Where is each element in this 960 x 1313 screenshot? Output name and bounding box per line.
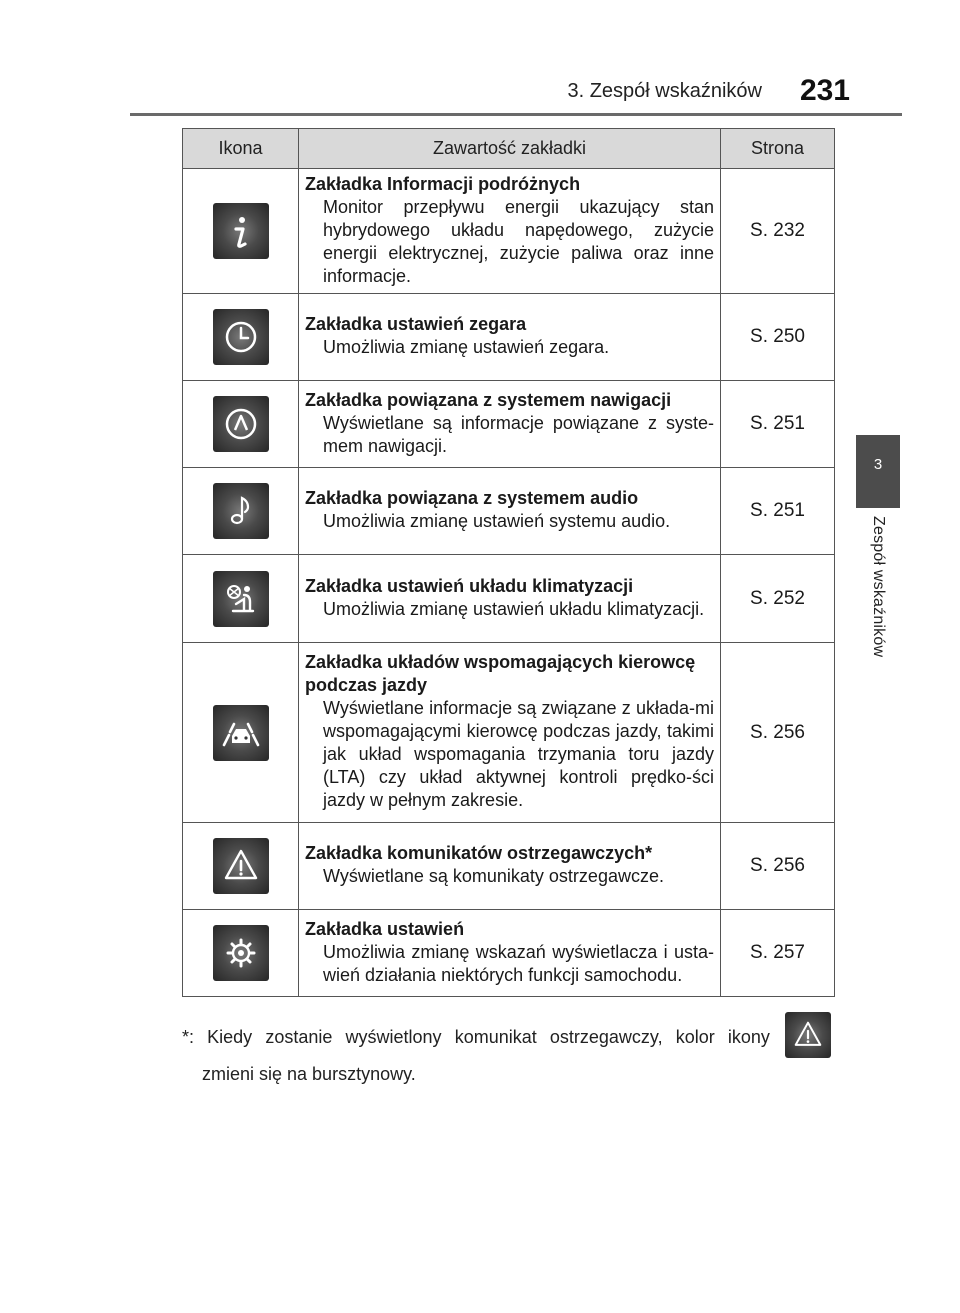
tabs-table	[182, 128, 835, 997]
chapter-tab	[856, 435, 900, 508]
info-icon	[213, 203, 269, 259]
row-title: Zakładka powiązana z systemem audio	[305, 488, 639, 508]
row-page: S. 256	[721, 643, 835, 823]
footnote-word: kolor	[675, 1027, 715, 1047]
row-title: Zakładka ustawień układu klimatyzacji	[305, 575, 634, 596]
section-title: 3. Zespół wskaźników	[567, 80, 762, 102]
table-row	[183, 555, 835, 643]
table-row	[183, 294, 835, 381]
footnote-word: Kiedy	[207, 1027, 253, 1047]
row-description: Umożliwia zmianę ustawień systemu audio.	[323, 511, 671, 531]
footnote	[182, 1027, 782, 1085]
navigation-icon	[213, 396, 269, 452]
climate-fan-icon	[213, 571, 269, 627]
table-row	[183, 823, 835, 910]
table-row	[183, 169, 835, 294]
chapter-tab-label: Zespół wskaźników	[870, 516, 887, 658]
row-page: S. 250	[721, 294, 835, 381]
table-header-row	[183, 129, 835, 169]
row-description: Umożliwia zmianę ustawień układu klimatyzacji.	[323, 598, 705, 619]
row-description: Wyświetlane informacje są związane z układa-mi wspomagającymi kierowcę podczas jazdy, takimi jak układ wspomagania trzymania toru jazdy (LTA) czy układ aktywnej kontroli prędko-ści jazdy w pełnym zakresie.	[323, 698, 714, 810]
settings-gear-icon	[213, 925, 269, 981]
footnote-line-2: zmieni się na bursztynowy.	[202, 1064, 416, 1084]
footnote-word: ikony	[727, 1027, 770, 1047]
row-page: S. 252	[721, 555, 835, 643]
column-header-icon: Ikona	[183, 129, 299, 169]
music-note-icon	[213, 483, 269, 539]
row-title: Zakładka komunikatów ostrzegawczych*	[305, 843, 653, 863]
table-row	[183, 643, 835, 823]
table-row	[183, 381, 835, 468]
footnote-word: komunikat	[454, 1027, 537, 1047]
row-title: Zakładka powiązana z systemem nawigacji	[305, 389, 672, 410]
row-description: Wyświetlane są informacje powiązane z syste-mem nawigacji.	[323, 412, 714, 456]
row-page: S. 251	[721, 381, 835, 468]
warning-triangle-icon	[213, 838, 269, 894]
chapter-tab-number: 3	[873, 456, 883, 473]
row-description: Wyświetlane są komunikaty ostrzegawcze.	[323, 866, 664, 886]
row-description: Umożliwia zmianę ustawień zegara.	[323, 337, 610, 357]
row-description: Umożliwia zmianę wskazań wyświetlacza i usta-wień działania niektórych funkcji samochodu.	[323, 941, 714, 985]
page-number: 231	[799, 74, 850, 107]
row-page: S. 257	[721, 910, 835, 997]
warning-triangle-icon	[785, 1012, 831, 1058]
column-header-page: Strona	[721, 129, 835, 169]
row-description: Monitor przepływu energii ukazujący stan hybrydowego układu napędowego, zużycie energii elektrycznej, zużycie paliwa oraz inne informacje.	[323, 196, 714, 286]
header-divider	[130, 113, 902, 116]
column-header-content: Zawartość zakładki	[299, 129, 721, 169]
table-row	[183, 468, 835, 555]
footnote-word: zostanie	[265, 1027, 333, 1047]
footnote-line-1	[182, 1027, 770, 1048]
footnote-word: ostrzegawczy,	[549, 1027, 663, 1047]
driver-assist-car-icon	[213, 705, 269, 761]
row-title: Zakładka ustawień zegara	[305, 314, 527, 334]
row-page: S. 232	[721, 169, 835, 294]
row-title: Zakładka Informacji podróżnych	[305, 173, 581, 194]
row-page: S. 251	[721, 468, 835, 555]
row-page: S. 256	[721, 823, 835, 910]
footnote-marker: *:	[182, 1027, 195, 1047]
row-title: Zakładka układów wspomagających kierowcę podczas jazdy	[305, 652, 696, 695]
row-title: Zakładka ustawień	[305, 918, 465, 939]
footnote-word: wyświetlony	[345, 1027, 442, 1047]
clock-icon	[213, 309, 269, 365]
table-row	[183, 910, 835, 997]
